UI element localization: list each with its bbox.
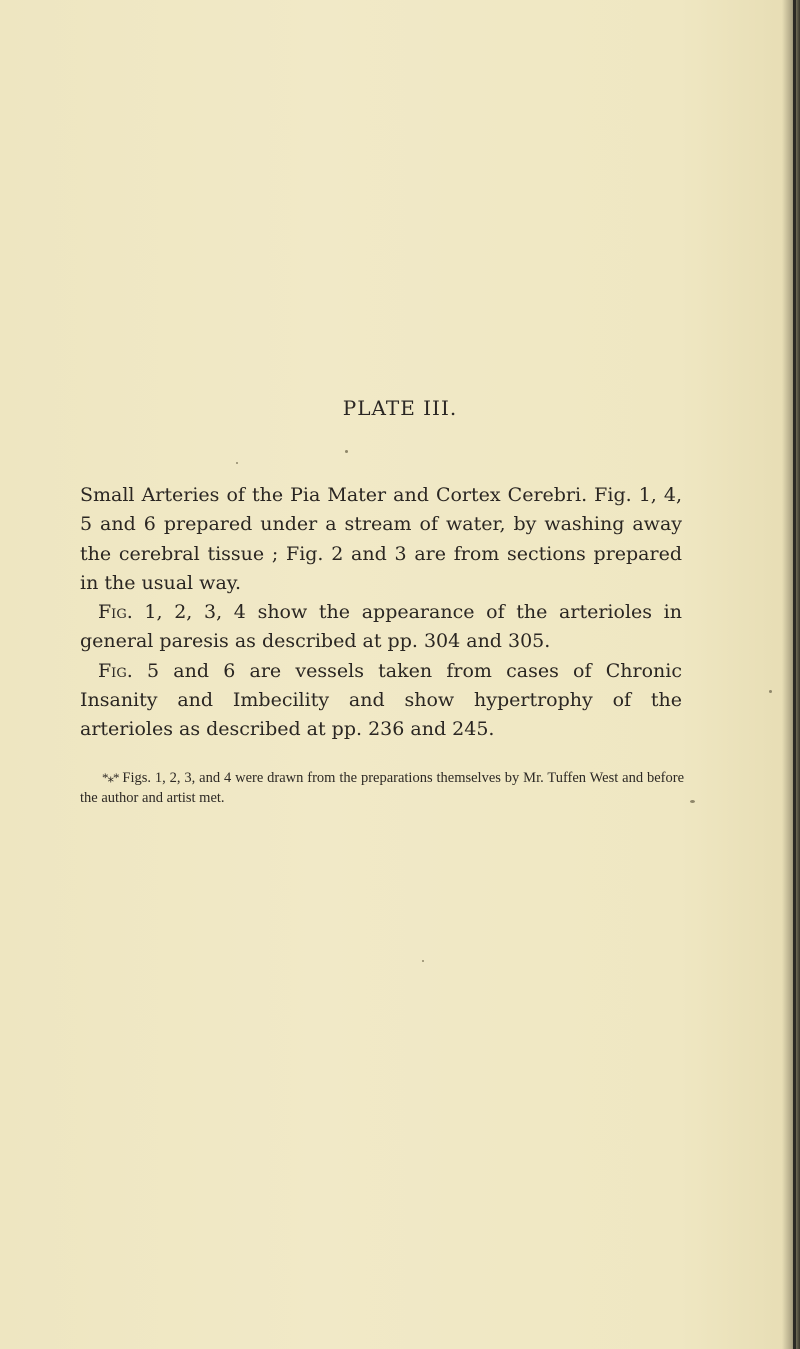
asterism-mark: *⁎* — [102, 770, 119, 785]
paper-speck — [422, 960, 424, 962]
page-edge-shadow — [782, 0, 800, 1349]
footnote-paragraph — [80, 768, 684, 808]
fig-label: Fig. — [98, 659, 133, 682]
paragraph-2-text: 1, 2, 3, 4 show the appearance of the arterioles in general paresis as described at pp. 304 and 305. — [80, 601, 682, 653]
description-paragraph-1: Small Arteries of the Pia Mater and Cortex Cerebri. Fig. 1, 4, 5 and 6 prepared under a stream of water, by washing away the cerebral tissue ; Fig. 2 and 3 are from sections prepared in the usual way. — [80, 484, 682, 594]
paper-speck — [345, 450, 348, 453]
plate-title: PLATE III. — [342, 396, 458, 420]
description-paragraph-2 — [80, 598, 682, 657]
paper-speck — [769, 690, 772, 693]
footnote-text: Figs. 1, 2, 3, and 4 were drawn from the preparations themselves by Mr. Tuffen West and before the author and artist met. — [80, 770, 685, 806]
paper-speck — [236, 462, 238, 464]
fig-label: Fig. — [98, 601, 133, 624]
paragraph-3-text: 5 and 6 are vessels taken from cases of Chronic Insanity and Imbecility and show hypertrophy of the arterioles as described at pp. 236 and 245. — [80, 659, 682, 741]
footnote — [80, 768, 684, 808]
plate-description — [80, 481, 682, 745]
description-paragraph-3 — [80, 657, 682, 745]
page-edge-binding — [793, 0, 796, 1349]
paper-speck — [690, 800, 695, 803]
